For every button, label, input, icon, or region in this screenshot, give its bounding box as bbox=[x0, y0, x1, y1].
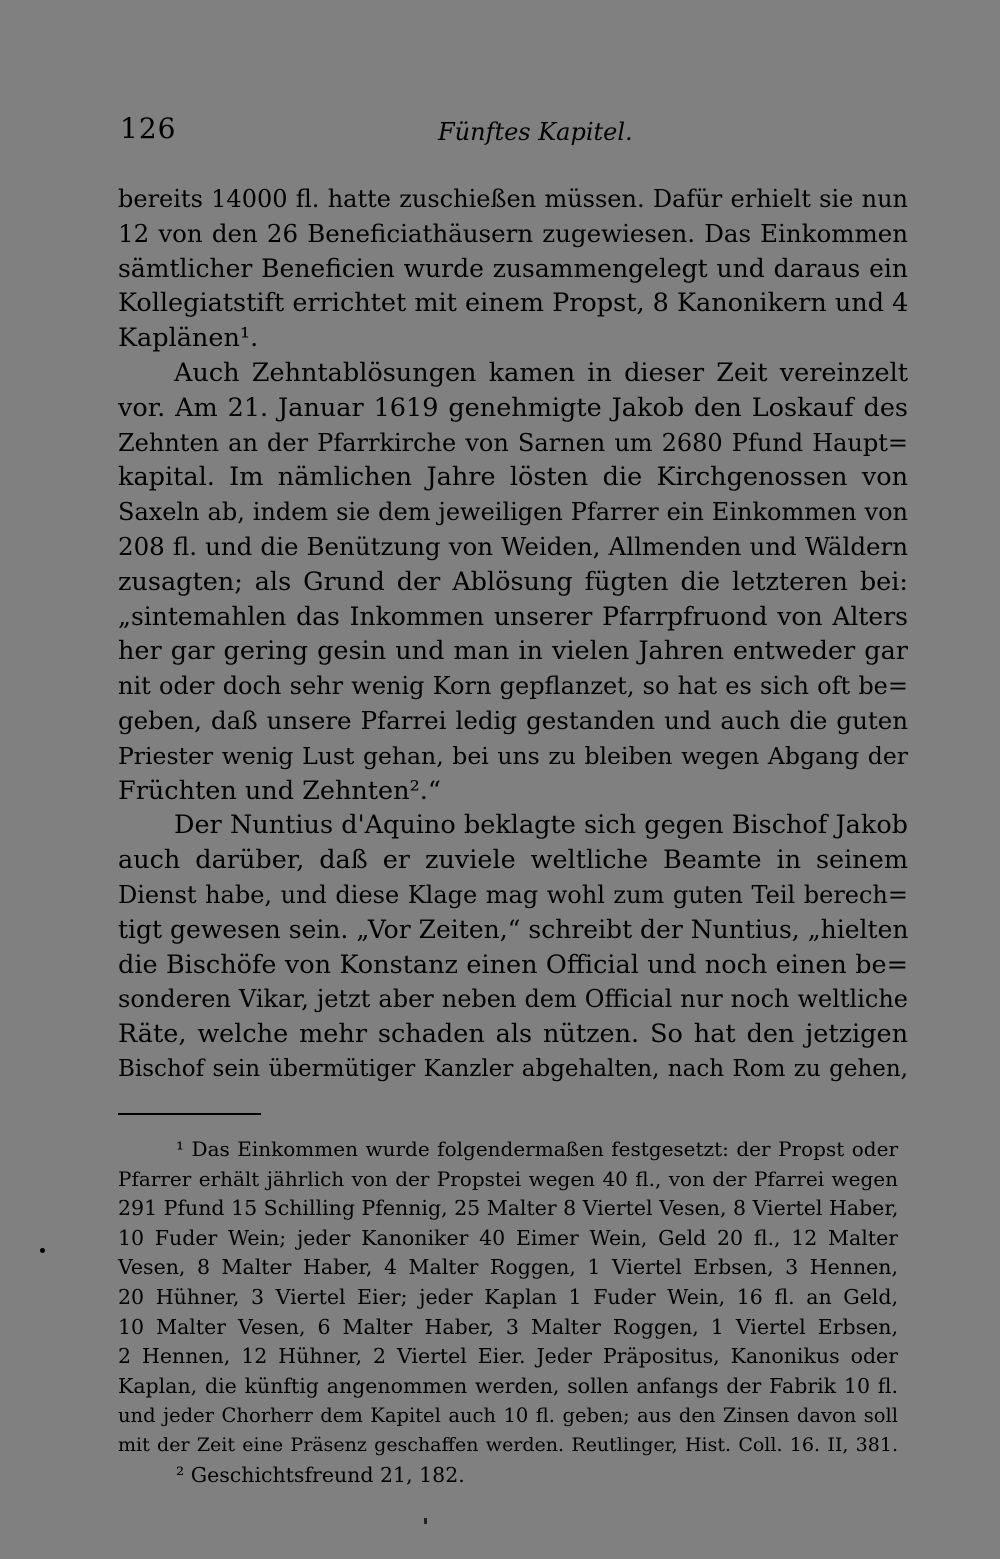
body-line: Kollegiatstift errichtet mit einem Propst, 8 Kanonikern und 4 bbox=[118, 288, 909, 319]
footnotes bbox=[118, 1135, 898, 1490]
body-line: Priester wenig Lust gehan, bei uns zu bleiben wegen Abgang der bbox=[118, 741, 908, 770]
body-line: bereits 14000 fl. hatte zuschießen müssen. Dafür erhielt sie nun bbox=[118, 185, 908, 213]
footnote-line: ² Geschichtsfreund 21, 182. bbox=[176, 1462, 465, 1487]
footnote-line: 10 Malter Vesen, 6 Malter Haber, 3 Malter Roggen, 1 Viertel Erbsen, bbox=[118, 1314, 898, 1339]
page-number: 126 bbox=[120, 112, 177, 145]
body-line: Dienst habe, und diese Klage mag wohl zum guten Teil berech= bbox=[118, 880, 908, 909]
body-line: Räte, welche mehr schaden als nützen. So hat den jetzigen bbox=[118, 1019, 908, 1050]
footnote-line: mit der Zeit eine Präsenz geschaffen werden. Reutlinger, Hist. Coll. 16. II, 381. bbox=[118, 1433, 898, 1456]
body-line: „sintemahlen das Inkommen unserer Pfarrpfruond von Alters bbox=[118, 601, 908, 631]
body-line: geben, daß unsere Pfarrei ledig gestanden und auch die guten bbox=[118, 705, 908, 735]
body-line: tigt gewesen sein. „Vor Zeiten,“ schreibt der Nuntius, „hielten bbox=[118, 914, 909, 944]
footnote-line: 2 Hennen, 12 Hühner, 2 Viertel Eier. Jeder Präpositus, Kanonikus oder bbox=[118, 1344, 898, 1369]
footnote-line: 291 Pfund 15 Schilling Pfennig, 25 Malter 8 Viertel Vesen, 8 Viertel Haber, bbox=[118, 1196, 899, 1221]
footnote-divider bbox=[118, 1113, 261, 1115]
body-line: Zehnten an der Pfarrkirche von Sarnen um 2680 Pfund Haupt= bbox=[118, 428, 908, 457]
body-line: her gar gering gesin und man in vielen Jahren entweder gar bbox=[118, 636, 908, 667]
body-line: Früchten und Zehnten².“ bbox=[118, 775, 441, 806]
body-line: Saxeln ab, indem sie dem jeweiligen Pfarrer ein Einkommen von bbox=[118, 498, 908, 527]
footnote-line: Kaplan, die künftig angenommen werden, sollen anfangs der Fabrik 10 fl. bbox=[118, 1373, 898, 1398]
footnote-line: 20 Hühner, 3 Viertel Eier; jeder Kaplan 1 Fuder Wein, 16 fl. an Geld, bbox=[118, 1284, 898, 1309]
body-line: kapital. Im nämlichen Jahre lösten die Kirchgenossen von bbox=[118, 462, 908, 493]
footnote-line: und jeder Chorherr dem Kapitel auch 10 fl. geben; aus den Zinsen davon soll bbox=[118, 1404, 898, 1428]
footnote-line: ¹ Das Einkommen wurde folgendermaßen festgesetzt: der Propst oder bbox=[176, 1137, 898, 1161]
body-line: Kaplänen¹. bbox=[118, 323, 259, 354]
footnote-line: 10 Fuder Wein; jeder Kanoniker 40 Eimer Wein, Geld 20 fl., 12 Malter bbox=[118, 1225, 898, 1250]
scan-speck bbox=[40, 1248, 45, 1253]
body-line: nit oder doch sehr wenig Korn gepflanzet, so hat es sich oft be= bbox=[118, 672, 908, 701]
running-head: Fünftes Kapitel. bbox=[438, 118, 633, 146]
body-line: die Bischöfe von Konstanz einen Official und noch einen be= bbox=[118, 949, 908, 980]
body-line: zusagten; als Grund der Ablösung fügten die letzteren bei: bbox=[118, 566, 908, 597]
body-line: 12 von den 26 Beneficiathäusern zugewiesen. Das Einkommen bbox=[118, 218, 908, 248]
body-line: auch darüber, daß er zuviele weltliche Beamte in seinem bbox=[118, 845, 908, 876]
body-line: vor. Am 21. Januar 1619 genehmigte Jakob den Loskauf des bbox=[118, 392, 908, 423]
body-line: Auch Zehntablösungen kamen in dieser Zeit vereinzelt bbox=[174, 357, 908, 388]
body-line: Der Nuntius d'Aquino beklagte sich gegen Bischof Jakob bbox=[174, 810, 908, 841]
body-text bbox=[118, 182, 908, 1087]
body-line: 208 fl. und die Benützung von Weiden, Allmenden und Wäldern bbox=[118, 531, 908, 561]
body-line: Bischof sein übermütiger Kanzler abgehalten, nach Rom zu gehen, bbox=[118, 1055, 908, 1082]
body-line: sonderen Vikar, jetzt aber neben dem Official nur noch weltliche bbox=[118, 985, 908, 1014]
footnote-line: Pfarrer erhält jährlich von der Propstei wegen 40 fl., von der Pfarrei wegen bbox=[118, 1166, 898, 1191]
footnote-line: Vesen, 8 Malter Haber, 4 Malter Roggen, 1 Viertel Erbsen, 3 Hennen, bbox=[118, 1255, 898, 1280]
body-line: sämtlicher Beneficien wurde zusammengelegt und daraus ein bbox=[118, 253, 908, 283]
scan-mark bbox=[424, 1518, 427, 1524]
